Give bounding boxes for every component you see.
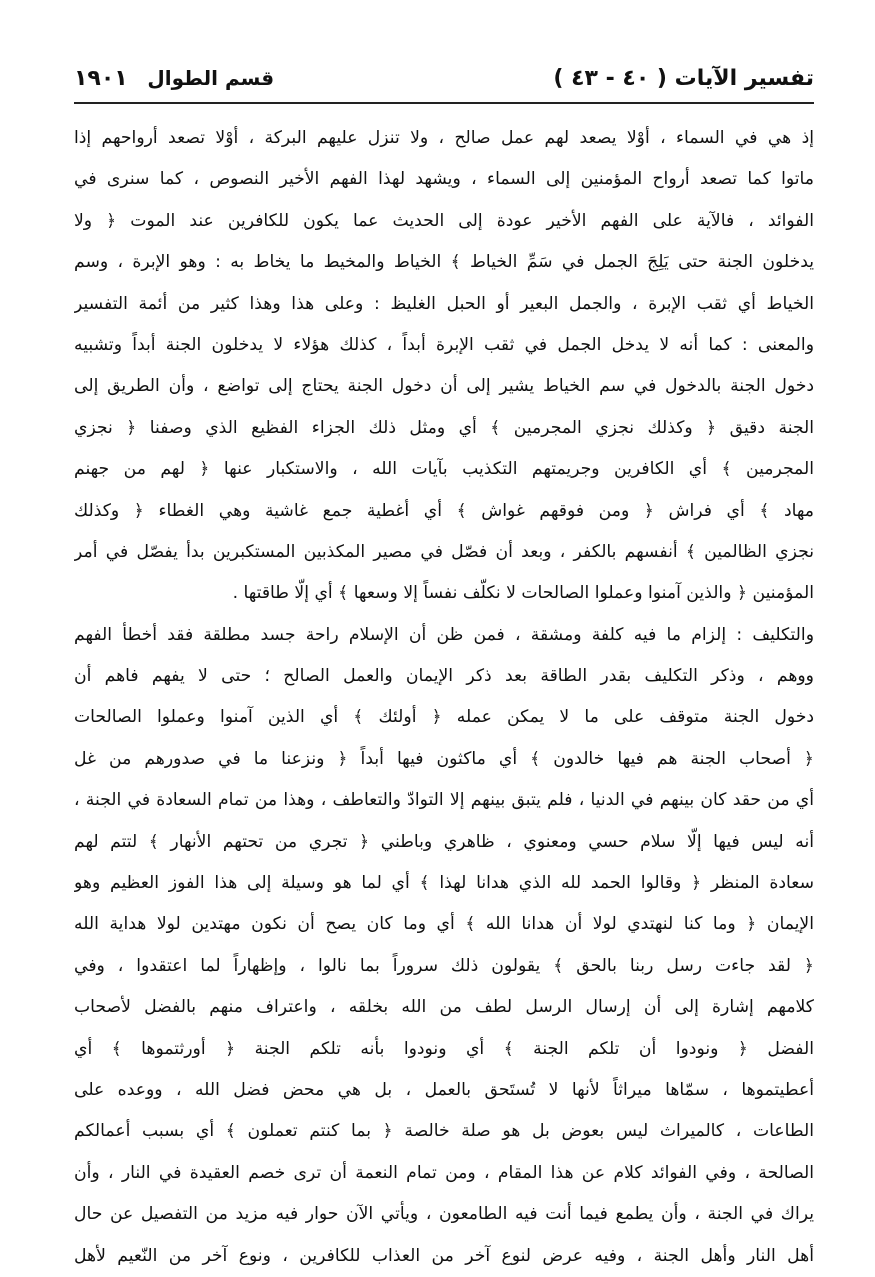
- body-text: [74, 118, 814, 1277]
- text-line: يراك في الجنة ، وأن يطمع فيما أنت فيه الطامعون ، ويأتي الآن حوار فيه مزيد من التفصيل عن حال: [74, 1204, 814, 1225]
- text-line: ﴿ لقد جاءت رسل ربنا بالحق ﴾ يقولون ذلك سروراً بما نالوا ، وإظهاراً لما اعتقدوا ، وفي: [74, 955, 814, 976]
- text-line: دخول الجنة بالدخول في سم الخياط يشير إلى أن دخول الجنة يحتاج إلى تواضع ، وأن الطريق إلى: [74, 376, 814, 397]
- text-line: كلامهم إشارة إلى أن إرسال الرسل لطف من الله بخلقه ، واعتراف منهم بالفضل لأصحاب: [74, 997, 814, 1018]
- page-number: ١٩٠١: [74, 66, 128, 91]
- text-line: والمعنى : كما أنه لا يدخل الجمل في ثقب الإبرة أبداً ، كذلك هؤلاء لا يدخلون الجنة أبداً وتشبيه: [74, 334, 814, 355]
- text-line: أهل النار وأهل الجنة ، وفيه عرض لنوع آخر من العذاب للكافرين ، ونوع آخر من النّعيم لأهل: [74, 1245, 814, 1266]
- text-line: ﴿ أصحاب الجنة هم فيها خالدون ﴾ أي ماكثون فيها أبداً ﴿ ونزعنا ما في صدورهم من غل: [74, 748, 814, 769]
- text-line: المجرمين ﴾ أي الكافرين وجريمتهم التكذيب بآيات الله ، والاستكبار عنها ﴿ لهم من جهنم: [74, 459, 814, 480]
- text-line: مهاد ﴾ أي فراش ﴿ ومن فوقهم غواش ﴾ أي أغطية جمع غاشية وهي الغطاء ﴿ وكذلك: [74, 500, 814, 521]
- text-line: إذ هي في السماء ، أوْلا يصعد لهم عمل صالح ، ولا تنزل عليهم البركة ، أوْلا تصعد أرواحهم إذا: [74, 128, 814, 148]
- header-left-group: [74, 58, 274, 99]
- text-line: المؤمنين ﴿ والذين آمنوا وعملوا الصالحات لا نكلّف نفساً إلا وسعها ﴾ أي إلّا طاقتها .: [232, 583, 814, 604]
- text-line: الطاعات ، كالميراث ليس بعوض بل هو صلة خالصة ﴿ بما كنتم تعملون ﴾ أي بسبب أعمالكم: [74, 1121, 814, 1142]
- text-line: نجزي الظالمين ﴾ أنفسهم بالكفر ، وبعد أن فصّل في مصير المكذبين المستكبرين بدأ يفصّل في أمر: [74, 541, 814, 562]
- text-line: الفضل ﴿ ونودوا أن تلكم الجنة ﴾ أي ونودوا بأنه تلكم الجنة ﴿ أورثتموها ﴾ أي: [74, 1038, 814, 1059]
- text-line: ماتوا كما تصعد أرواح المؤمنين إلى السماء ، ويشهد لهذا الفهم الأخير النصوص ، كما سنرى في: [74, 169, 814, 190]
- text-line: سعادة المنظر ﴿ وقالوا الحمد لله الذي هدانا لهذا ﴾ أي لما هو وسيلة إلى هذا الفوز العظيم وهو: [74, 873, 814, 894]
- text-line: ووهم ، وذكر التكليف بقدر الطاقة بعد ذكر الإيمان والعمل الصالح ؛ حتى لا يفهم فاهم أن: [74, 666, 814, 687]
- text-line: يدخلون الجنة حتى يَلِجَ الجمل في سَمِّ الخياط ﴾ الخياط والمخيط ما يخاط به : وهو الإبرة ، وسم: [74, 252, 814, 273]
- text-line: الخياط أي ثقب الإبرة ، والجمل البعير أو الحبل الغليظ : وعلى هذا وهذا كثير من أئمة التفسير: [74, 293, 814, 314]
- text-line: أي من حقد كان بينهم في الدنيا ، فلم يتبق بينهم إلا التوادّ والتعاطف ، وهذا من تمام السعادة في الجنة ،: [74, 790, 814, 811]
- running-head: [74, 58, 814, 104]
- text-line: الإيمان ﴿ وما كنا لنهتدي لولا أن هدانا الله ﴾ أي وما كان يصح أن نكون مهتدين لولا هداية الله: [74, 914, 814, 935]
- text-line: والتكليف : إلزام ما فيه كلفة ومشقة ، فمن ظن أن الإسلام راحة جسد مطلقة فقد أخطأ الفهم: [74, 624, 814, 645]
- text-line: الصالحة ، وفي الفوائد كلام عن هذا المقام ، ومن تمام النعمة أن ترى خصم العقيدة في النار ، وأن: [74, 1162, 814, 1183]
- header-title: تفسير الآيات ( ٤٠ - ٤٣ ): [553, 66, 814, 91]
- section-name: قسم الطوال: [147, 66, 275, 90]
- book-page: [74, 58, 814, 1266]
- text-line: أنه ليس فيها إلّا سلام حسي ومعنوي ، ظاهري وباطني ﴿ تجري من تحتهم الأنهار ﴾ لتتم لهم: [74, 831, 814, 852]
- text-line: دخول الجنة متوقف على ما لا يمكن عمله ﴿ أولئك ﴾ أي الذين آمنوا وعملوا الصالحات: [74, 707, 814, 728]
- text-line: أعطيتموها ، سمّاها ميراثاً لأنها لا تُستَحق بالعمل ، بل هي محض فضل الله ، ووعده على: [74, 1079, 814, 1100]
- text-line: الجنة دقيق ﴿ وكذلك نجزي المجرمين ﴾ أي ومثل ذلك الجزاء الفظيع الذي وصفنا ﴿ نجزي: [74, 417, 814, 438]
- text-line: الفوائد ، فالآية على الفهم الأخير عودة إلى الحديث عما يكون للكافرين عند الموت ﴿ ولا: [74, 210, 814, 231]
